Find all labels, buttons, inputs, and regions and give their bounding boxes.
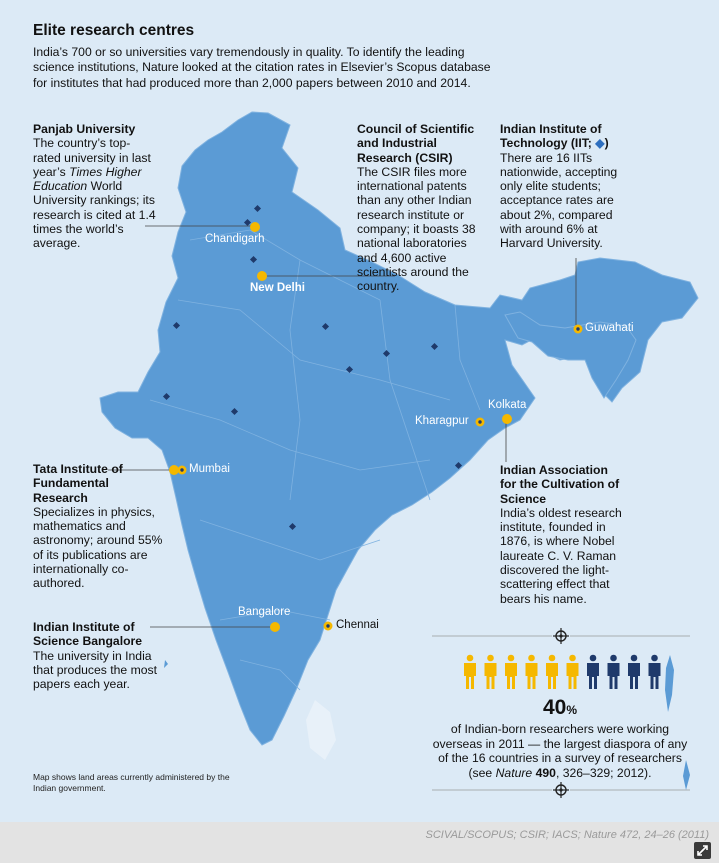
person-icon-overseas	[485, 655, 497, 689]
callout-panjab: Panjab University The country’s top-rated university in last year’s Times Higher Education World University rankings; its research is cited at 1.4 times the world’s average.	[33, 122, 158, 251]
person-icon-overseas	[546, 655, 558, 689]
city-label-guwahati: Guwahati	[585, 322, 634, 334]
intro-text: India’s 700 or so universities vary tremendously in quality. To identify the leading science institutions, Nature looked at the citation rates in Elsevier’s Scopus database for institutes that had produced more than 2,000 papers between 2010 and 2014.	[33, 45, 491, 90]
callout-heading: Council of Scientific and Industrial Research (CSIR)	[357, 122, 475, 165]
callout-heading: Indian Institute of Science Bangalore	[33, 620, 143, 649]
stat-value: 40%	[542, 696, 578, 719]
people-pictogram	[464, 655, 661, 689]
kolkata-marker	[502, 414, 512, 424]
callout-iit: Indian Institute of Technology (IIT; ◆) There are 16 IITs nationwide, accepting only elite students; acceptance rates are about 2%, compared with around 6% at Harvard University.	[500, 122, 620, 251]
callout-heading: Tata Institute of Fundamental Research	[33, 462, 123, 505]
person-icon	[628, 655, 640, 689]
city-label-kharagpur: Kharagpur	[415, 415, 469, 427]
callout-heading: Indian Association for the Cultivation of Science	[500, 463, 620, 506]
chandigarh-marker	[250, 222, 260, 232]
city-label-chandigarh: Chandigarh	[205, 233, 265, 245]
page-title: Elite research centres	[33, 22, 195, 39]
person-icon-overseas	[464, 655, 476, 689]
bangalore-marker	[270, 622, 280, 632]
stat-text: of Indian-born researchers were working overseas in 2011 — the largest diaspora of any of the 16 countries in a survey of researchers (see Nature 490, 326–329; 2012).	[432, 722, 688, 780]
ornament-icon	[553, 628, 569, 644]
person-icon	[587, 655, 599, 689]
city-label-chennai: Chennai	[336, 619, 379, 631]
diamond-icon: ◆	[595, 136, 605, 151]
callout-heading: Panjab University	[33, 122, 136, 136]
expand-button[interactable]	[694, 842, 711, 859]
city-label-mumbai: Mumbai	[189, 463, 230, 475]
person-icon-overseas	[567, 655, 579, 689]
expand-icon	[694, 842, 711, 859]
city-label-bangalore: Bangalore	[238, 606, 291, 618]
callout-tifr: Tata Institute of Fundamental Research Specializes in physics, mathematics and astronomy; around 55% of its publications are internationally co-authored.	[33, 462, 163, 591]
person-icon-overseas	[526, 655, 538, 689]
person-icon	[608, 655, 620, 689]
city-label-kolkata: Kolkata	[488, 399, 527, 411]
person-icon	[649, 655, 661, 689]
callout-csir: Council of Scientific and Industrial Research (CSIR) The CSIR files more international patents than any other Indian research institute or company; it boasts 38 national laboratories and 4,600 active scientists around the country.	[357, 122, 485, 294]
new-delhi-marker	[257, 271, 267, 281]
callout-heading: Indian Institute of Technology (IIT; ◆)	[500, 122, 609, 151]
sri-lanka	[306, 700, 336, 760]
map-note: Map shows land areas currently administered by the Indian government.	[33, 772, 230, 793]
callout-iacs: Indian Association for the Cultivation of Science India’s oldest research institute, founded in 1876, is where Nobel laureate C. V. Raman discovered the light-scattering effect that bears his name.	[500, 463, 625, 606]
source-credit: SCIVAL/SCOPUS; CSIR; IACS; Nature 472, 24–26 (2011)	[425, 829, 709, 841]
city-label-new-delhi: New Delhi	[250, 282, 305, 294]
person-icon-overseas	[505, 655, 517, 689]
ornament-icon	[553, 782, 569, 798]
callout-iisc: Indian Institute of Science Bangalore The university in India that produces the most papers each year.	[33, 620, 173, 691]
